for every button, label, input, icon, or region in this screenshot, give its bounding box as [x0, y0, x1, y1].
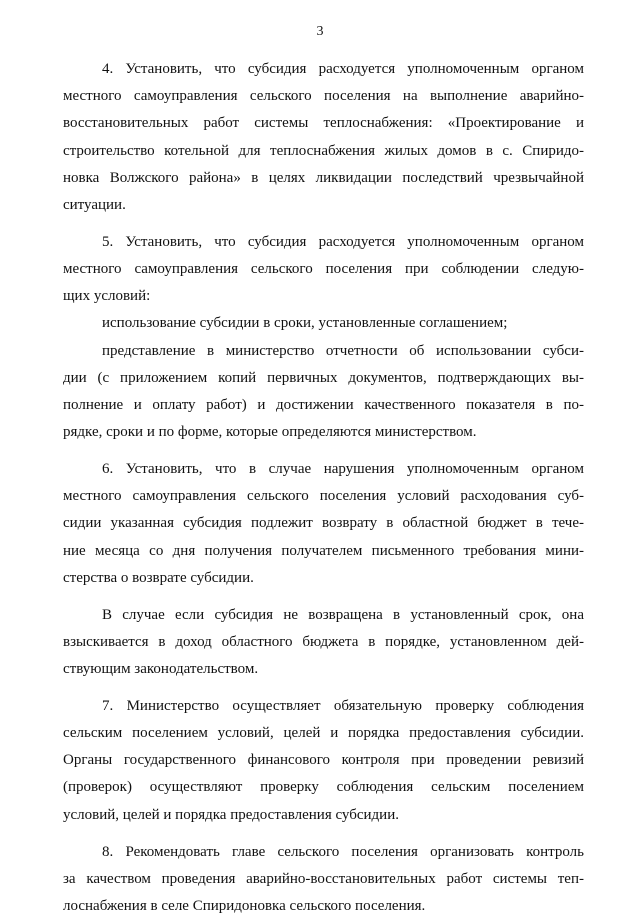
- text-line: новка Волжского района» в целях ликвидации последствий чрезвычайной: [63, 165, 584, 192]
- text-line: лоснабжения в селе Спиридоновка сельского поселения.: [63, 893, 584, 920]
- text-line: восстановительных работ системы теплоснабжения: «Проектирование и: [63, 110, 584, 137]
- paragraph-5: [63, 229, 584, 447]
- paragraph-6: [63, 456, 584, 592]
- text-line: местного самоуправления сельского поселения при соблюдении следую-: [63, 256, 584, 283]
- text-line: местного самоуправления сельского поселения на выполнение аварийно-: [63, 83, 584, 110]
- text-line: ние месяца со дня получения получателем письменного требования мини-: [63, 538, 584, 565]
- page-number: 3: [0, 24, 640, 40]
- paragraph-8: [63, 839, 584, 920]
- text-line: условий, целей и порядка предоставления субсидии.: [63, 802, 584, 829]
- paragraph-4: [63, 56, 584, 219]
- text-line: ситуации.: [63, 192, 584, 219]
- paragraph-7: [63, 693, 584, 829]
- text-line: использование субсидии в сроки, установленные соглашением;: [63, 310, 584, 337]
- text-line: 5. Установить, что субсидия расходуется уполномоченным органом: [63, 229, 584, 256]
- text-line: за качеством проведения аварийно-восстановительных работ системы теп-: [63, 866, 584, 893]
- text-line: (проверок) осуществляют проверку соблюдения сельским поселением: [63, 774, 584, 801]
- text-line: 7. Министерство осуществляет обязательную проверку соблюдения: [63, 693, 584, 720]
- text-line: щих условий:: [63, 283, 584, 310]
- paragraph-refund: [63, 602, 584, 684]
- text-line: сельским поселением условий, целей и порядка предоставления субсидии.: [63, 720, 584, 747]
- text-line: 6. Установить, что в случае нарушения уполномоченным органом: [63, 456, 584, 483]
- text-line: дии (с приложением копий первичных документов, подтверждающих вы-: [63, 365, 584, 392]
- text-line: ствующим законодательством.: [63, 656, 584, 683]
- text-line: стерства о возврате субсидии.: [63, 565, 584, 592]
- text-line: представление в министерство отчетности об использовании субси-: [63, 338, 584, 365]
- text-line: Органы государственного финансового контроля при проведении ревизий: [63, 747, 584, 774]
- text-line: полнение и оплату работ) и достижении качественного показателя в по-: [63, 392, 584, 419]
- text-line: местного самоуправления сельского поселения условий расходования суб-: [63, 483, 584, 510]
- document-body: [63, 56, 584, 920]
- text-line: сидии указанная субсидия подлежит возврату в областной бюджет в тече-: [63, 510, 584, 537]
- text-line: рядке, сроки и по форме, которые определяются министерством.: [63, 419, 584, 446]
- text-line: 4. Установить, что субсидия расходуется уполномоченным органом: [63, 56, 584, 83]
- text-line: В случае если субсидия не возвращена в установленный срок, она: [63, 602, 584, 629]
- text-line: строительство котельной для теплоснабжения жилых домов в с. Спиридо-: [63, 138, 584, 165]
- text-line: взыскивается в доход областного бюджета в порядке, установленном дей-: [63, 629, 584, 656]
- text-line: 8. Рекомендовать главе сельского поселения организовать контроль: [63, 839, 584, 866]
